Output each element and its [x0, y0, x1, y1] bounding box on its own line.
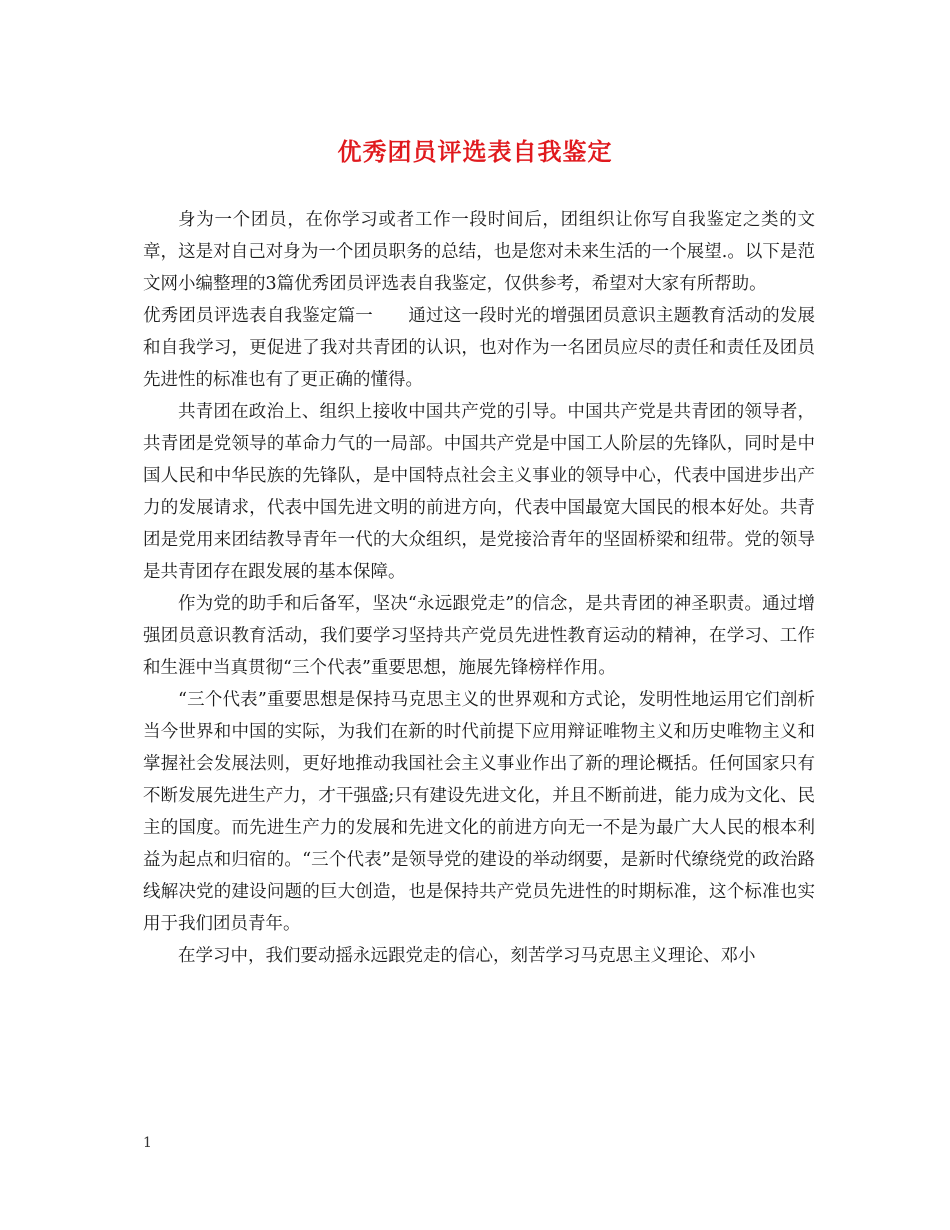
paragraph-league-leadership: 共青团在政治上、组织上接收中国共产党的引导。中国共产党是共青团的领导者，共青团是党领导的革命力气的一局部。中国共产党是中国工人阶层的先锋队，同时是中国人民和中华民族的先锋队，是中国特点社会主义事业的领导中心，代表中国进步出产力的发展请求，代表中国先进文明的前进方向，代表中国最宽大国民的根本好处。共青团是党用来团结教导青年一代的大众组织，是党接洽青年的坚固桥梁和纽带。党的领导是共青团存在跟发展的基本保障。	[143, 402, 815, 582]
document-body	[143, 204, 815, 972]
paragraph-intro: 身为一个团员，在你学习或者工作一段时间后，团组织让你写自我鉴定之类的文章，这是对自己对身为一个团员职务的总结，也是您对未来生活的一个展望.。以下是范文网小编整理的3篇优秀团员评选表自我鉴定，仅供参考，希望对大家有所帮助。	[143, 210, 815, 294]
paragraph-three-represents: “三个代表”重要思想是保持马克思主义的世界观和方式论，发明性地运用它们剖析当今世界和中国的实际，为我们在新的时代前提下应用辩证唯物主义和历史唯物主义和掌握社会发展法则，更好地推动我国社会主义事业作出了新的理论概括。任何国家只有不断发展先进生产力，才干强盛;只有建设先进文化，并且不断前进，能力成为文化、民主的国度。而先进生产力的发展和先进文化的前进方向无一不是为最广大人民的根本利益为起点和归宿的。“三个代表”是领导党的建设的举动纲要，是新时代缭绕党的政治路线解决党的建设问题的巨大创造，也是保持共产党员先进性的时期标准，这个标准也实用于我们团员青年。	[143, 690, 815, 934]
paragraph-section-one: 优秀团员评选表自我鉴定篇一 通过这一段时光的增强团员意识主题教育活动的发展和自我学习，更促进了我对共青团的认识，也对作为一名团员应尽的责任和责任及团员先进性的标准也有了更正确的懂得。	[143, 306, 815, 390]
page-number: 1	[143, 1135, 152, 1151]
document-title: 优秀团员评选表自我鉴定	[337, 137, 613, 166]
paragraph-study: 在学习中，我们要动摇永远跟党走的信心，刻苦学习马克思主义理论、邓小	[178, 946, 756, 966]
paragraph-follow-party: 作为党的助手和后备军，坚决“永远跟党走”的信念，是共青团的神圣职责。通过增强团员意识教育活动，我们要学习坚持共产党员先进性教育运动的精神，在学习、工作和生涯中当真贯彻“三个代表”重要思想，施展先锋榜样作用。	[143, 594, 815, 678]
